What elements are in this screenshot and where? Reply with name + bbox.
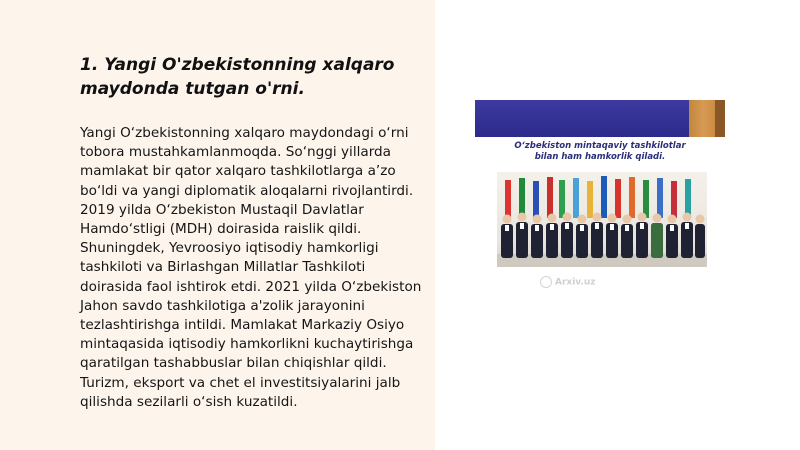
- group-photo-illustration: [497, 172, 707, 267]
- watermark: [540, 276, 596, 288]
- banner-accent-edge: [715, 100, 725, 137]
- image-caption: [475, 141, 725, 163]
- slide-body-text: Yangi O‘zbekistonning xalqaro maydondagi o‘rni tobora mustahkamlanmoqda. So‘nggi yillarda mamlakat bir qator xalqaro tashkilotlarga a’zo bo‘ldi va yangi diplomatik aloqalarni rivojlantirdi. 2019 yilda O‘zbekiston Mustaqil Davlatlar Hamdo‘stligi (MDH) doirasida raislik qildi. Shuningdek, Yevroosiyo iqtisodiy hamkorligi tashkiloti va Birlashgan Millatlar Tashkiloti doirasida faol ishtirok etdi. 2021 yilda O‘zbekiston Jahon savdo tashkilotiga a'zolik jarayonini tezlashtirishga intildi. Mamlakat Markaziy Osiyo mintaqasida iqtisodiy hamkorlikni kuchaytirishga qaratilgan tashabbuslar bilan chiqishlar qildi. Turizm, eksport va chet el investitsiyalarini jalb qilishda sezilarli o‘sish kuzatildi.: [80, 125, 422, 410]
- people-row: [501, 213, 705, 259]
- image-caption-line2: bilan ham hamkorlik qiladi.: [534, 152, 666, 162]
- watermark-text: Arxiv.uz: [555, 277, 596, 288]
- watermark-logo-icon: [540, 276, 552, 288]
- image-banner: [475, 100, 725, 137]
- group-photo: [497, 172, 707, 267]
- slide-image: [475, 100, 725, 300]
- slide-title: 1. Yangi O'zbekistonning xalqaro maydonda tutgan o'rni.: [80, 55, 395, 99]
- flags: [505, 176, 691, 218]
- image-caption-line1: O‘zbekiston mintaqaviy tashkilotlar: [514, 141, 686, 151]
